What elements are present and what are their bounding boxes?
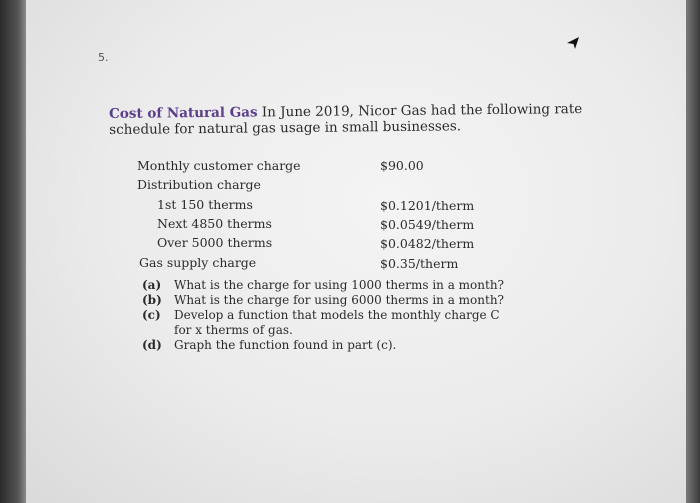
distribution-label: Distribution charge bbox=[137, 177, 261, 192]
part-label: (a) bbox=[142, 278, 162, 292]
tier1-label: 1st 150 therms bbox=[157, 197, 253, 212]
part-label: (c) bbox=[142, 308, 161, 322]
part-c-continuation: for x therms of gas. bbox=[174, 323, 293, 337]
part-c bbox=[142, 308, 504, 323]
screen-bezel-left bbox=[0, 0, 26, 503]
part-label: (b) bbox=[142, 293, 162, 307]
part-text: Develop a function that models the monthly charge C bbox=[174, 308, 500, 322]
textbook-page bbox=[26, 0, 686, 503]
supply-value: $0.35/therm bbox=[380, 256, 459, 271]
tier2-label: Next 4850 therms bbox=[157, 216, 272, 231]
problem-intro: In June 2019, Nicor Gas had the following rate schedule for natural gas usage in small businesses. bbox=[109, 101, 583, 138]
supply-label: Gas supply charge bbox=[139, 255, 257, 270]
tier1-value: $0.1201/therm bbox=[380, 198, 475, 213]
part-b bbox=[142, 293, 504, 308]
problem-title: Cost of Natural Gas bbox=[109, 104, 258, 122]
tier2-value: $0.0549/therm bbox=[380, 217, 475, 232]
monthly-value: $90.00 bbox=[380, 158, 424, 173]
part-text: Graph the function found in part (c). bbox=[174, 338, 397, 352]
part-d bbox=[142, 338, 504, 353]
problem-number: 5. bbox=[98, 51, 109, 64]
part-text: What is the charge for using 6000 therms in a month? bbox=[174, 293, 504, 307]
screen-bezel-right bbox=[686, 0, 700, 503]
monthly-label: Monthly customer charge bbox=[137, 158, 301, 173]
part-a bbox=[142, 278, 504, 293]
tier3-label: Over 5000 therms bbox=[157, 235, 273, 250]
tier3-value: $0.0482/therm bbox=[380, 236, 475, 251]
parts-list bbox=[142, 278, 504, 353]
part-label: (d) bbox=[142, 338, 162, 352]
part-text: What is the charge for using 1000 therms in a month? bbox=[174, 278, 504, 292]
problem-statement bbox=[109, 101, 599, 138]
mouse-cursor-icon bbox=[566, 36, 580, 50]
